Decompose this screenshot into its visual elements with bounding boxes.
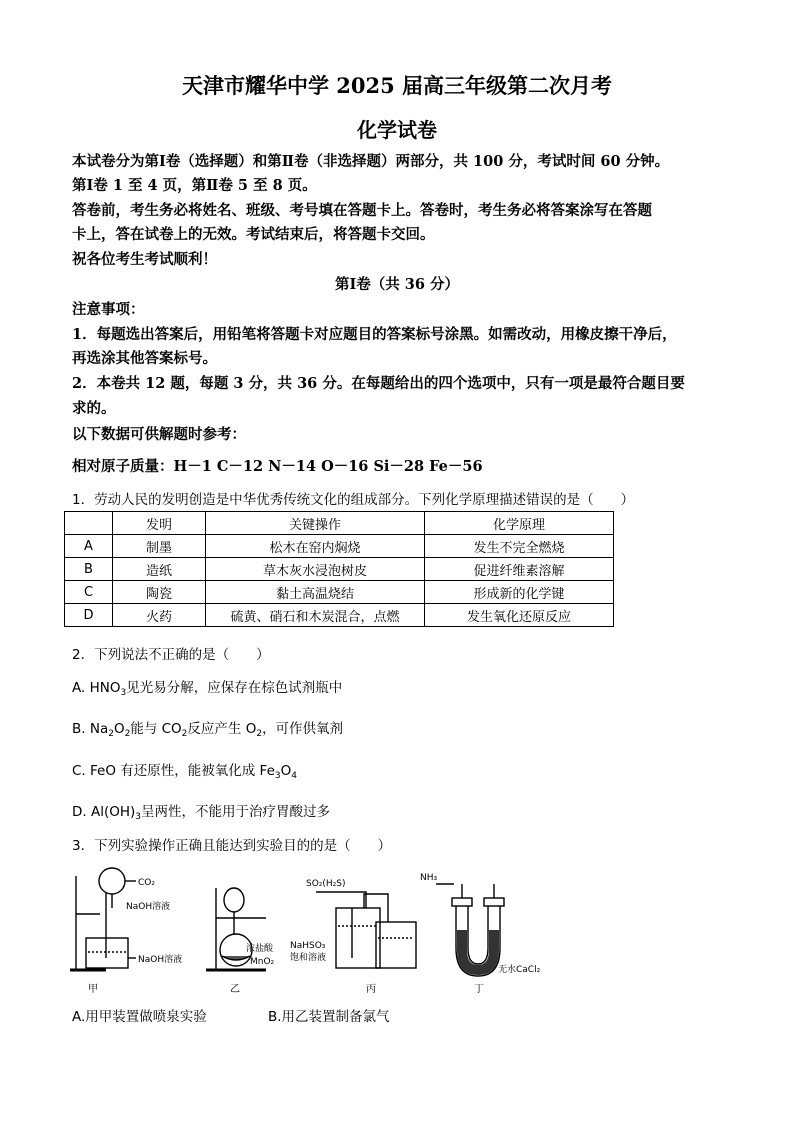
table-row <box>65 604 614 627</box>
subscript: 2 <box>108 729 114 739</box>
beaker <box>376 922 416 968</box>
exam-title: 天津市耀华中学 2025 届高三年级第二次月考 <box>181 73 613 98</box>
subscript: 2 <box>181 729 188 739</box>
apparatus-jia <box>70 868 136 970</box>
table-header-row <box>65 512 614 535</box>
label-nh3: NH₃ <box>420 873 438 883</box>
table-cell: 促进纤维素溶解 <box>425 558 614 581</box>
atomic-masses: 相对原子质量：H－1 C－12 N－14 O－16 Si－28 Fe－56 <box>72 458 483 475</box>
label-yi: 乙 <box>230 984 240 995</box>
q2-option-c <box>72 759 297 781</box>
apparatus-ding <box>436 884 504 976</box>
option-text: 见光易分解，应保存在棕色试剂瓶中 <box>126 680 343 696</box>
label-mno2: MnO₂ <box>250 957 275 967</box>
option-text: D. Al(OH) <box>72 804 136 820</box>
table-cell: A <box>65 535 113 558</box>
table-cell: 制墨 <box>113 535 206 558</box>
notice-1b: 再选涂其他答案标号。 <box>72 350 217 367</box>
round-flask <box>99 868 125 894</box>
q2-option-d <box>72 800 330 822</box>
label-saturated: 饱和溶液 <box>290 953 327 963</box>
table-header-cell: 化学原理 <box>425 512 614 535</box>
option-text: ，可作供氧剂 <box>262 721 344 737</box>
separatory-funnel <box>224 888 244 912</box>
table-cell: 发生氧化还原反应 <box>425 604 614 627</box>
option-text: O <box>113 721 125 737</box>
intro-line-2: 第Ⅰ卷 1 至 4 页，第Ⅱ卷 5 至 8 页。 <box>72 177 317 194</box>
label-ding: 丁 <box>474 984 484 995</box>
q3-option-b: B.用乙装置制备氯气 <box>268 1009 390 1025</box>
subscript: 4 <box>291 771 297 781</box>
label-naoh-top: NaOH溶液 <box>126 902 171 912</box>
q2-option-a <box>72 676 342 698</box>
subscript: 2 <box>256 729 263 739</box>
table-cell: 草木灰水浸泡树皮 <box>206 558 425 581</box>
table-cell: 发生不完全燃烧 <box>425 535 614 558</box>
notice-heading: 注意事项： <box>72 301 145 318</box>
q3-option-a: A.用甲装置做喷泉实验 <box>72 1009 207 1025</box>
wash-bottle <box>336 908 380 968</box>
table-cell: 黏土高温烧结 <box>206 581 425 604</box>
label-nahso3: NaHSO₃ <box>290 941 326 951</box>
intro-line-3: 答卷前，考生务必将姓名、班级、考号填在答题卡上。答卷时，考生务必将答案涂写在答题 <box>72 202 652 219</box>
subscript: 3 <box>274 771 281 781</box>
inlet-tube <box>316 892 366 908</box>
table-cell: B <box>65 558 113 581</box>
table-cell: 松木在窑内焖烧 <box>206 535 425 558</box>
q2-stem: 2．下列说法不正确的是（ ） <box>72 647 270 663</box>
label-naoh-beaker: NaOH溶液 <box>138 955 183 965</box>
table-cell: 陶瓷 <box>113 581 206 604</box>
subscript: 3 <box>135 812 142 822</box>
table-header-cell: 发明 <box>113 512 206 535</box>
notice-2b: 求的。 <box>72 400 116 417</box>
label-bing: 丙 <box>366 984 376 995</box>
table-cell: 造纸 <box>113 558 206 581</box>
table-cell: 形成新的化学键 <box>425 581 614 604</box>
subscript: 2 <box>124 729 131 739</box>
q1-stem: 1．劳动人民的发明创造是中华优秀传统文化的组成部分。下列化学原理描述错误的是（ ） <box>72 492 635 508</box>
option-text: 能与 CO <box>130 721 182 737</box>
section-title: 第Ⅰ卷（共 36 分） <box>334 276 460 293</box>
table-cell: 火药 <box>113 604 206 627</box>
beaker <box>86 938 128 968</box>
stopper-left <box>452 898 472 906</box>
q2-option-b <box>72 717 343 739</box>
option-text: A. HNO <box>72 680 121 696</box>
table-cell: 硫黄、硝石和木炭混合，点燃 <box>206 604 425 627</box>
stopper-right <box>484 898 504 906</box>
table-cell: D <box>65 604 113 627</box>
mno2-powder <box>222 956 250 960</box>
table-row <box>65 535 614 558</box>
notice-1a: 1．每题选出答案后，用铅笔将答题卡对应题目的答案标号涂黑。如需改动，用橡皮擦干净后， <box>72 326 677 343</box>
intro-line-1: 本试卷分为第Ⅰ卷（选择题）和第Ⅱ卷（非选择题）两部分，共 100 分，考试时间 60 分钟。 <box>72 153 670 170</box>
option-text: 反应产生 O <box>187 721 257 737</box>
q1-table <box>64 511 614 627</box>
reference-heading: 以下数据可供解题时参考： <box>72 426 246 443</box>
table-header-cell: 关键操作 <box>206 512 425 535</box>
option-text: C. FeO 有还原性，能被氧化成 Fe <box>72 763 275 779</box>
label-co2: CO₂ <box>138 878 155 888</box>
apparatus-figure <box>66 858 556 998</box>
option-text: 呈两性，不能用于治疗胃酸过多 <box>141 804 331 820</box>
label-hcl: 浓盐酸 <box>246 944 274 954</box>
option-text: O <box>280 763 292 779</box>
label-cacl2: 无水CaCl₂ <box>498 965 541 975</box>
q3-stem: 3．下列实验操作正确且能达到实验目的的是（ ） <box>72 838 392 854</box>
table-row <box>65 581 614 604</box>
intro-line-4: 卡上，答在试卷上的无效。考试结束后，将答题卡交回。 <box>72 226 435 243</box>
cacl2-fill <box>457 930 499 975</box>
intro-line-5: 祝各位考生考试顺利！ <box>72 251 217 268</box>
table-cell: C <box>65 581 113 604</box>
notice-2a: 2．本卷共 12 题，每题 3 分，共 36 分。在每题给出的四个选项中，只有一项是最符合题目要 <box>72 375 685 392</box>
subscript: 3 <box>120 688 127 698</box>
table-row <box>65 558 614 581</box>
table-header-cell <box>65 512 113 535</box>
subject-title: 化学试卷 <box>357 118 437 142</box>
label-so2: SO₂(H₂S) <box>306 879 346 889</box>
option-text: B. Na <box>72 721 109 737</box>
u-tube-inner <box>468 906 488 964</box>
label-jia: 甲 <box>88 984 98 995</box>
apparatus-bing <box>316 892 416 968</box>
